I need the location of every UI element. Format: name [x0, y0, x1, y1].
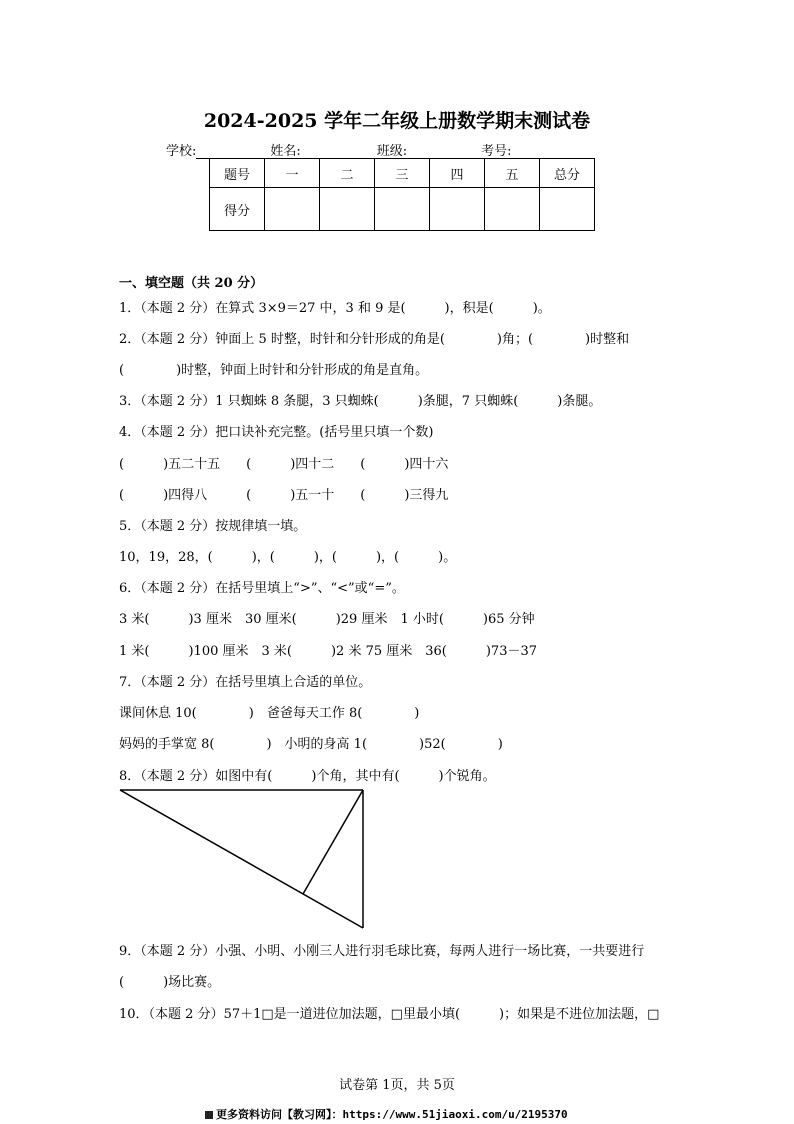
class-label: 班级: [376, 144, 408, 159]
score-cell [375, 188, 430, 231]
resource-link-text[interactable]: 更多资料访问【教习网】：https://www.51jiaoxi.com/u/2195370 [216, 1108, 568, 1121]
question-7-row-2: 妈妈的手掌宽 8( ) 小明的身高 1( )52( ) [119, 737, 503, 752]
score-header-cell: 一 [265, 159, 320, 188]
name-label: 姓名: [270, 144, 301, 159]
question-6: 6．（本题 2 分）在括号里填上“>”、“<”或“=”。 [119, 581, 405, 596]
question-4: 4．（本题 2 分）把口诀补充完整。(括号里只填一个数) [119, 425, 434, 440]
question-9-line-1: 9．（本题 2 分）小强、小明、小刚三人进行羽毛球比赛，每两人进行一场比赛，一共要进行 [119, 944, 645, 959]
name-blank [301, 145, 377, 159]
score-header-cell: 四 [430, 159, 485, 188]
score-table [209, 158, 595, 231]
question-1: 1．（本题 2 分）在算式 3×9＝27 中，3 和 9 是( )，积是( )。 [119, 301, 551, 316]
question-2-line-2: ( )时整，钟面上时针和分针形成的角是直角。 [119, 363, 429, 378]
question-5-sequence: 10，19，28，( )，( )，( )，( )。 [119, 550, 457, 565]
score-header-cell: 总分 [540, 159, 595, 188]
score-cell [430, 188, 485, 231]
question-2-line-1: 2．（本题 2 分）钟面上 5 时整，时针和分针形成的角是( )角；( )时整和 [119, 332, 630, 347]
figure-hypotenuse [120, 790, 363, 928]
score-header-cell: 题号 [210, 159, 265, 188]
question-7: 7．（本题 2 分）在括号里填上合适的单位。 [119, 675, 372, 690]
question-4-row-2: ( )四得八 ( )五一十 ( )三得九 [119, 488, 449, 503]
exam-no-blank [512, 145, 588, 159]
class-blank [407, 145, 481, 159]
page-footer: 试卷第 1页，共 5页 [339, 1078, 455, 1093]
score-header-cell: 三 [375, 159, 430, 188]
question-10: 10．（本题 2 分）57＋1□是一道进位加法题，□里最小填( )；如果是不进位加法题，□ [119, 1007, 660, 1022]
school-label: 学校: [166, 144, 197, 159]
question-8: 8．（本题 2 分）如图中有( )个角，其中有( )个锐角。 [119, 769, 496, 784]
angle-figure [118, 786, 368, 932]
question-5: 5．（本题 2 分）按规律填一填。 [119, 519, 307, 534]
student-info-row [166, 140, 588, 159]
question-9-line-2: ( )场比赛。 [119, 975, 221, 990]
score-table-score-row [210, 188, 595, 231]
figure-inner-ray [303, 790, 363, 894]
score-header-cell: 五 [485, 159, 540, 188]
score-cell [265, 188, 320, 231]
question-6-row-1: 3 米( )3 厘米 30 厘米( )29 厘米 1 小时( )65 分钟 [119, 612, 535, 627]
exam-no-label: 考号: [481, 144, 512, 159]
score-cell [320, 188, 375, 231]
school-blank [196, 145, 270, 159]
score-cell [485, 188, 540, 231]
question-3: 3．（本题 2 分）1 只蜘蛛 8 条腿，3 只蜘蛛( )条腿，7 只蜘蛛( )条腿。 [119, 394, 602, 409]
page-title: 2024-2025 学年二年级上册数学期末测试卷 [203, 110, 591, 132]
score-cell [540, 188, 595, 231]
score-header-cell: 二 [320, 159, 375, 188]
resource-link[interactable] [205, 1106, 568, 1122]
score-row-label: 得分 [210, 188, 265, 231]
question-6-row-2: 1 米( )100 厘米 3 米( )2 米 75 厘米 36( )73－37 [119, 644, 538, 659]
score-table-header-row [210, 159, 595, 188]
flag-icon [205, 1111, 213, 1119]
question-7-row-1: 课间休息 10( ) 爸爸每天工作 8( ) [119, 706, 420, 721]
section-heading: 一、填空题（共 20 分） [119, 276, 264, 291]
question-4-row-1: ( )五二十五 ( )四十二 ( )四十六 [119, 457, 449, 472]
